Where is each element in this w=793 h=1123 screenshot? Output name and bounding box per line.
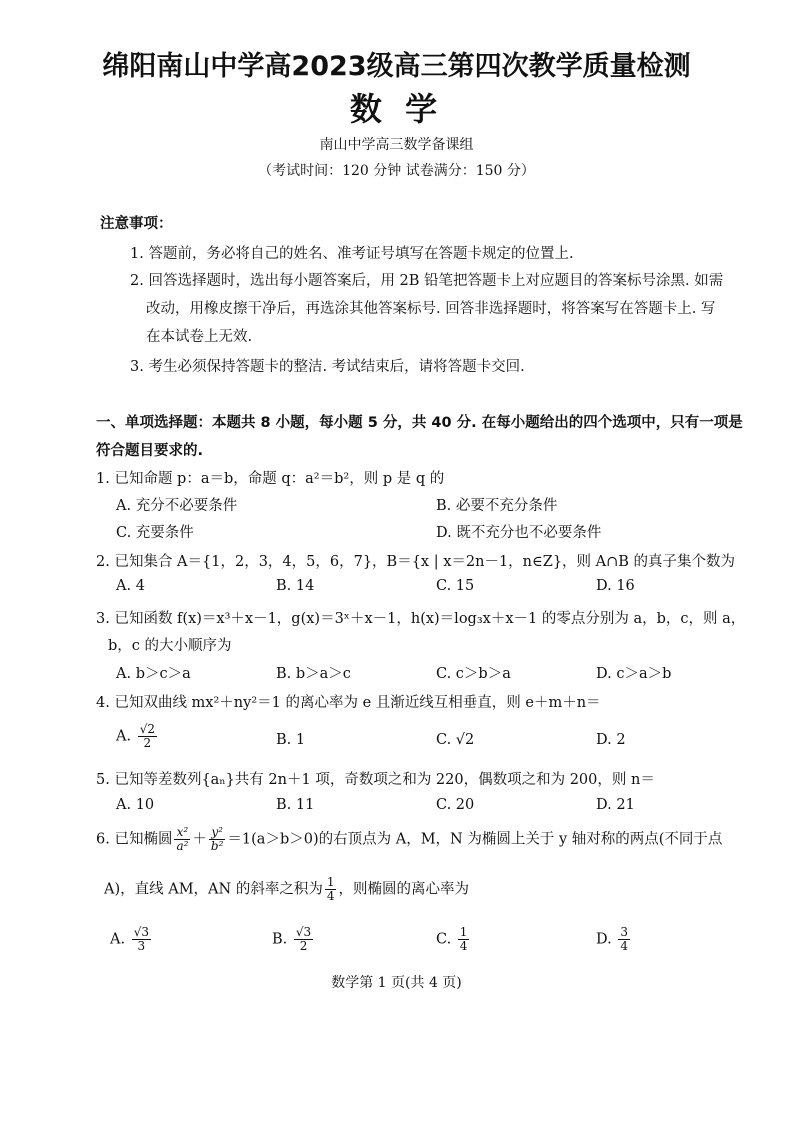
question-2-option-b: B. 14 [276,578,315,594]
question-6-stem-line-2 [104,876,469,903]
question-5-option-a: A. 10 [116,797,155,813]
question-1-option-b: B. 必要不充分条件 [436,498,558,514]
option-a-label: A. [110,931,126,948]
question-3-option-c: C. c＞b＞a [436,666,511,682]
question-4-option-c: C. √2 [436,732,475,748]
note-item-2-line-3: 在本试卷上无效. [146,329,253,345]
q6-stem-prefix: 6. 已知椭圆 [96,831,173,848]
option-a-fraction: $\frac{√2}{2}$ [139,722,155,751]
q6-fraction-quarter: $\frac{1}{4}$ [326,875,335,904]
exam-title: 绵阳南山中学高2023级高三第四次教学质量检测 [102,51,691,82]
section-heading-line-1: 一、单项选择题：本题共 8 小题，每小题 5 分，共 40 分. 在每小题给出的四个选项中，只有一项是 [96,415,743,431]
question-5-option-b: B. 11 [276,797,315,813]
option-a-fraction: $\frac{√3}{3}$ [133,925,149,954]
question-3-option-d: D. c＞a＞b [596,666,672,682]
option-c-label: C. [436,931,452,948]
q6-stem-line2-prefix: A)，直线 AM，AN 的斜率之积为 [104,881,323,898]
note-item-2-line-2: 改动，用橡皮擦干净后，再选涂其他答案标号. 回答非选择题时，将答案写在答题卡上. 写 [146,301,716,317]
section-heading-line-2: 符合题目要求的. [96,443,204,459]
question-3-option-a: A. b＞c＞a [116,666,191,682]
question-4-option-a [116,723,159,750]
option-b-fraction: $\frac{√3}{2}$ [295,925,312,954]
question-4-stem: 4. 已知双曲线 mx²＋ny²＝1 的离心率为 e 且渐近线互相垂直，则 e＋m＋n＝ [96,695,601,711]
question-3-stem-line-2: b，c 的大小顺序为 [108,638,232,654]
question-3-stem-line-1: 3. 已知函数 f(x)＝x³＋x－1，g(x)＝3ˣ＋x－1，h(x)＝log₃x＋x－1 的零点分别为 a，b，c，则 a， [96,611,746,627]
note-item-3: 3. 考生必须保持答题卡的整洁. 考试结束后，请将答题卡交回. [130,359,525,375]
question-3-option-b: B. b＞a＞c [276,666,351,682]
question-5-stem: 5. 已知等差数列{aₙ}共有 2n＋1 项，奇数项之和为 220，偶数项之和为 200，则 n＝ [96,772,655,788]
option-b-label: B. [272,931,288,948]
question-6-option-d [596,926,632,953]
option-a-label: A. [116,728,132,745]
q6-stem-line2-suffix: ，则椭圆的离心率为 [338,881,469,898]
question-6-stem-line-1 [96,826,722,853]
question-6-option-c [436,926,471,953]
question-1-option-a: A. 充分不必要条件 [116,498,238,514]
option-d-label: D. [596,931,612,948]
question-6-option-b [272,926,315,953]
question-6-option-a [110,926,153,953]
q6-fraction-y: $\frac{\text{y²}}{\text{b²}}$ [210,825,224,854]
question-2-stem: 2. 已知集合 A＝{1，2，3，4，5，6，7}，B＝{x | x＝2n－1，n∈Z}，则 A∩B 的真子集个数为 [96,554,736,570]
note-item-2-line-1: 2. 回答选择题时，选出每小题答案后，用 2B 铅笔把答题卡上对应题目的答案标号涂黑. 如需 [130,273,724,289]
q6-fraction-x: $\frac{\text{x²}}{\text{a²}}$ [176,825,189,854]
option-d-fraction: $\frac{3}{4}$ [620,925,628,954]
question-1-option-d: D. 既不充分也不必要条件 [436,525,602,541]
question-4-option-d: D. 2 [596,732,626,748]
question-2-option-d: D. 16 [596,578,635,594]
question-5-option-d: D. 21 [596,797,635,813]
note-item-1: 1. 答题前，务必将自己的姓名、准考证号填写在答题卡规定的位置上. [130,246,574,262]
page-footer: 数学第 1 页(共 4 页) [331,975,462,991]
question-1-stem: 1. 已知命题 p：a＝b，命题 q：a²＝b²，则 p 是 q 的 [96,471,445,487]
notes-heading: 注意事项： [100,216,173,232]
question-2-option-c: C. 15 [436,578,475,594]
q6-plus: ＋ [192,831,207,848]
q6-stem-suffix: ＝1(a＞b＞0)的右顶点为 A，M，N 为椭圆上关于 y 轴对称的两点(不同于点 [227,831,723,848]
question-4-option-b: B. 1 [276,732,306,748]
question-1-option-c: C. 充要条件 [116,525,194,541]
exam-info: （考试时间：120 分钟 试卷满分：150 分） [258,163,535,179]
question-2-option-a: A. 4 [116,578,145,594]
author-group: 南山中学高三数学备课组 [319,137,474,153]
question-5-option-c: C. 20 [436,797,475,813]
option-c-fraction: $\frac{1}{4}$ [459,925,468,954]
subject-title: 数 学 [349,90,444,128]
